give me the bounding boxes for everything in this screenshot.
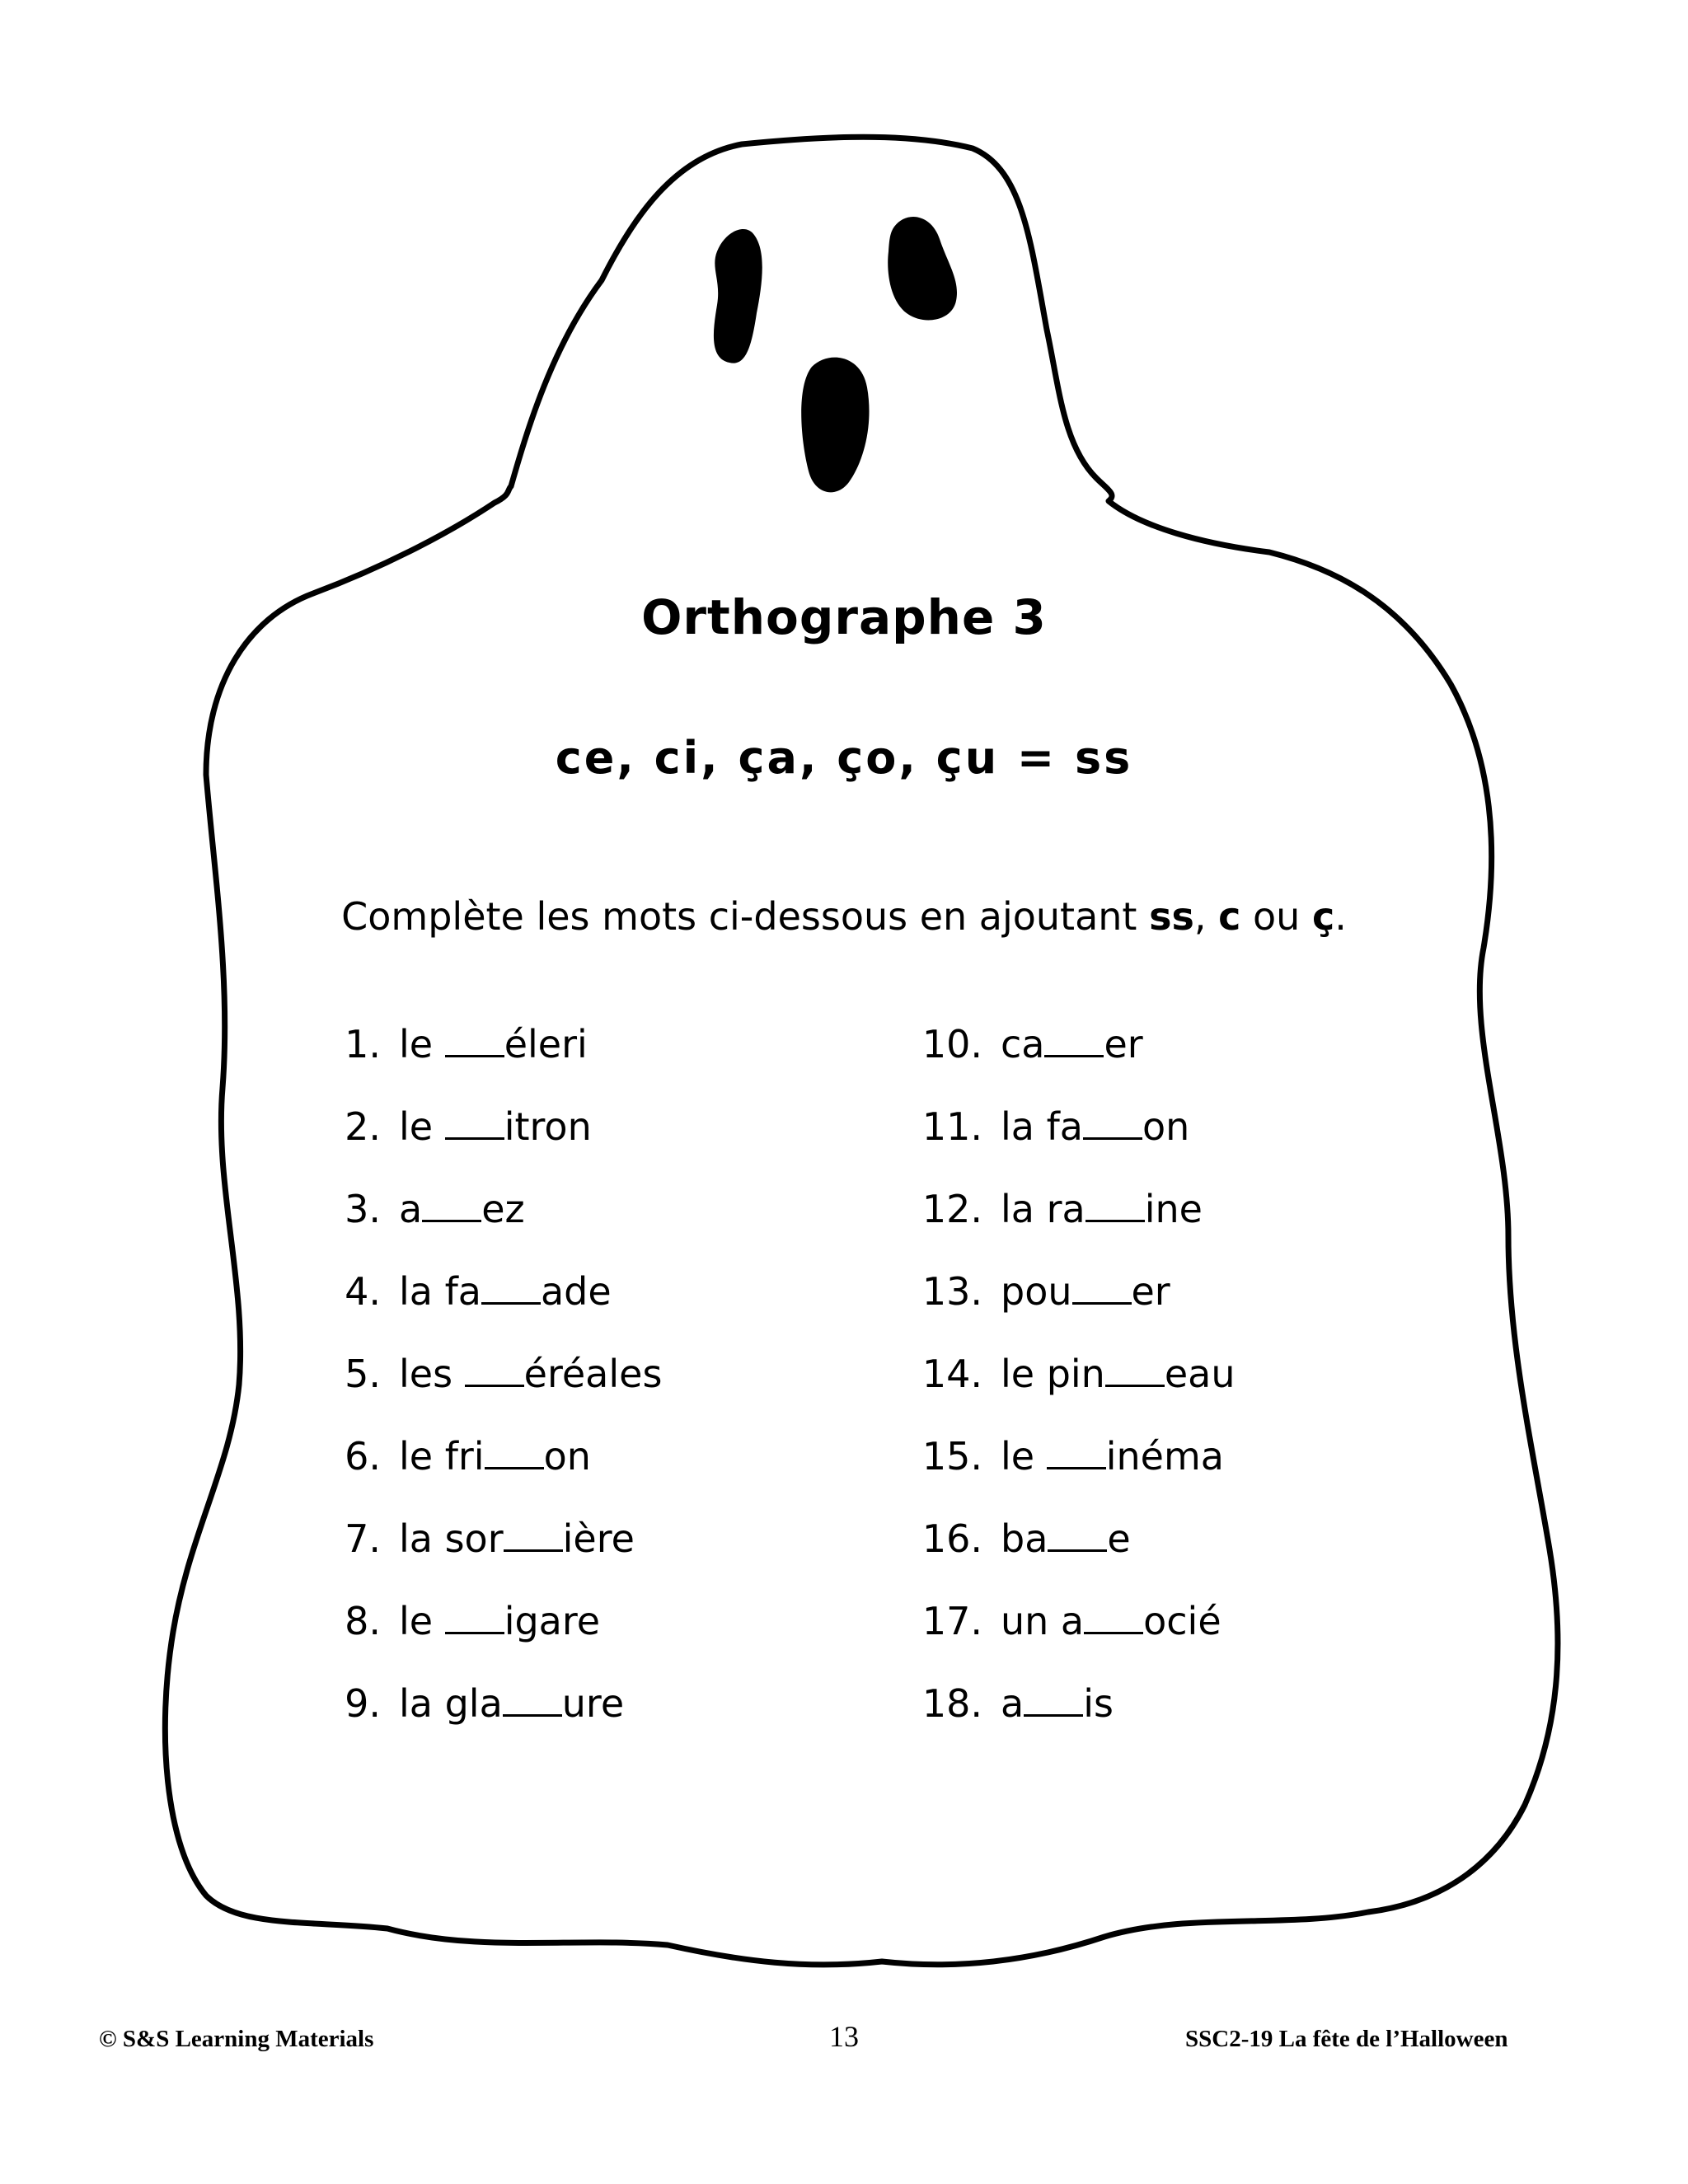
answer-blank[interactable] <box>465 1357 524 1387</box>
item-number: 14. <box>921 1352 982 1396</box>
item-number: 7. <box>345 1516 381 1561</box>
item-prefix: ba <box>1001 1516 1048 1561</box>
item-number: 3. <box>345 1187 381 1231</box>
instruction-sep: ou <box>1240 894 1312 939</box>
exercise-item <box>898 1352 1236 1396</box>
item-number: 15. <box>921 1434 982 1479</box>
item-number: 17. <box>921 1599 982 1643</box>
exercise-item <box>313 1104 592 1149</box>
answer-blank[interactable] <box>1085 1192 1145 1222</box>
item-suffix: ine <box>1144 1187 1203 1231</box>
item-suffix: on <box>1142 1104 1190 1149</box>
exercise-item <box>898 1104 1189 1149</box>
exercise-item <box>313 1434 591 1479</box>
item-number: 10. <box>921 1022 982 1066</box>
item-prefix: a <box>399 1187 423 1231</box>
item-number: 4. <box>345 1269 381 1314</box>
item-number: 8. <box>345 1599 381 1643</box>
exercise-item <box>313 1516 635 1561</box>
exercise-item <box>313 1187 525 1231</box>
answer-blank[interactable] <box>485 1439 544 1469</box>
item-prefix: pou <box>1001 1269 1072 1314</box>
item-suffix: eau <box>1164 1352 1236 1396</box>
exercise-item <box>898 1599 1221 1643</box>
answer-blank[interactable] <box>445 1027 504 1057</box>
item-prefix: la ra <box>1001 1187 1085 1231</box>
item-number: 5. <box>345 1352 381 1396</box>
item-prefix: a <box>1001 1681 1025 1726</box>
instruction-option-cedilla: ç <box>1311 894 1335 939</box>
item-prefix: le fri <box>399 1434 485 1479</box>
item-number: 16. <box>921 1516 982 1561</box>
item-number: 13. <box>921 1269 982 1314</box>
item-prefix: le <box>1001 1434 1047 1479</box>
item-suffix: éleri <box>504 1022 588 1066</box>
instruction-sep: , <box>1193 894 1219 939</box>
item-suffix: inéma <box>1105 1434 1224 1479</box>
item-number: 1. <box>345 1022 381 1066</box>
item-prefix: les <box>399 1352 465 1396</box>
item-prefix: la sor <box>399 1516 504 1561</box>
item-prefix: la fa <box>399 1269 481 1314</box>
item-prefix: la gla <box>399 1681 503 1726</box>
item-suffix: ocié <box>1143 1599 1221 1643</box>
exercise-item <box>898 1022 1143 1066</box>
footer-series-title: SSC2-19 La fête de l’Halloween <box>1185 2026 1508 2052</box>
exercise-item <box>898 1434 1224 1479</box>
answer-blank[interactable] <box>1084 1604 1143 1634</box>
answer-blank[interactable] <box>422 1192 481 1222</box>
answer-blank[interactable] <box>1048 1521 1107 1552</box>
instruction-end: . <box>1334 894 1347 939</box>
instruction-option-ss: ss <box>1149 894 1194 939</box>
exercise-item <box>313 1269 612 1314</box>
answer-blank[interactable] <box>504 1521 563 1552</box>
answer-blank[interactable] <box>1047 1439 1106 1469</box>
ghost-mouth <box>801 358 869 493</box>
item-number: 12. <box>921 1187 982 1231</box>
answer-blank[interactable] <box>1083 1109 1142 1140</box>
item-number: 18. <box>921 1681 982 1726</box>
answer-blank[interactable] <box>481 1274 541 1305</box>
item-number: 2. <box>345 1104 381 1149</box>
item-suffix: er <box>1131 1269 1170 1314</box>
item-suffix: ade <box>540 1269 612 1314</box>
item-prefix: le <box>399 1599 445 1643</box>
page-number: 13 <box>829 2020 859 2053</box>
exercise-item <box>313 1022 588 1066</box>
footer-copyright: © S&S Learning Materials <box>99 2026 374 2052</box>
instruction-text <box>0 894 1688 939</box>
ghost-right-eye <box>888 217 957 320</box>
item-suffix: e <box>1107 1516 1131 1561</box>
item-prefix: ca <box>1001 1022 1045 1066</box>
rule-subtitle: ce, ci, ça, ço, çu = ss <box>555 732 1133 784</box>
item-suffix: er <box>1104 1022 1143 1066</box>
answer-blank[interactable] <box>445 1604 504 1634</box>
exercise-item <box>313 1681 624 1726</box>
item-prefix: le <box>399 1022 445 1066</box>
answer-blank[interactable] <box>503 1686 562 1717</box>
item-suffix: ure <box>561 1681 625 1726</box>
item-suffix: on <box>543 1434 591 1479</box>
answer-blank[interactable] <box>1105 1357 1165 1387</box>
exercise-item <box>898 1187 1203 1231</box>
exercise-item <box>898 1269 1170 1314</box>
answer-blank[interactable] <box>445 1109 504 1140</box>
item-number: 9. <box>345 1681 381 1726</box>
item-prefix: le pin <box>1001 1352 1105 1396</box>
ghost-left-eye <box>714 229 762 363</box>
item-number: 6. <box>345 1434 381 1479</box>
item-suffix: itron <box>504 1104 592 1149</box>
item-suffix: éréales <box>523 1352 663 1396</box>
exercise-item <box>313 1599 600 1643</box>
exercise-item <box>898 1681 1114 1726</box>
item-suffix: ière <box>562 1516 635 1561</box>
item-prefix: la fa <box>1001 1104 1083 1149</box>
item-suffix: igare <box>504 1599 601 1643</box>
item-suffix: ez <box>481 1187 525 1231</box>
item-prefix: le <box>399 1104 445 1149</box>
instruction-lead: Complète les mots ci-dessous en ajoutant <box>341 894 1150 939</box>
exercise-item <box>898 1516 1131 1561</box>
answer-blank[interactable] <box>1072 1274 1132 1305</box>
item-number: 11. <box>921 1104 982 1149</box>
instruction-option-c: c <box>1218 894 1241 939</box>
answer-blank[interactable] <box>1044 1027 1104 1057</box>
worksheet-title: Orthographe 3 <box>641 589 1047 645</box>
answer-blank[interactable] <box>1024 1686 1083 1717</box>
item-suffix: is <box>1083 1681 1114 1726</box>
exercise-item <box>313 1352 662 1396</box>
item-prefix: un a <box>1001 1599 1085 1643</box>
